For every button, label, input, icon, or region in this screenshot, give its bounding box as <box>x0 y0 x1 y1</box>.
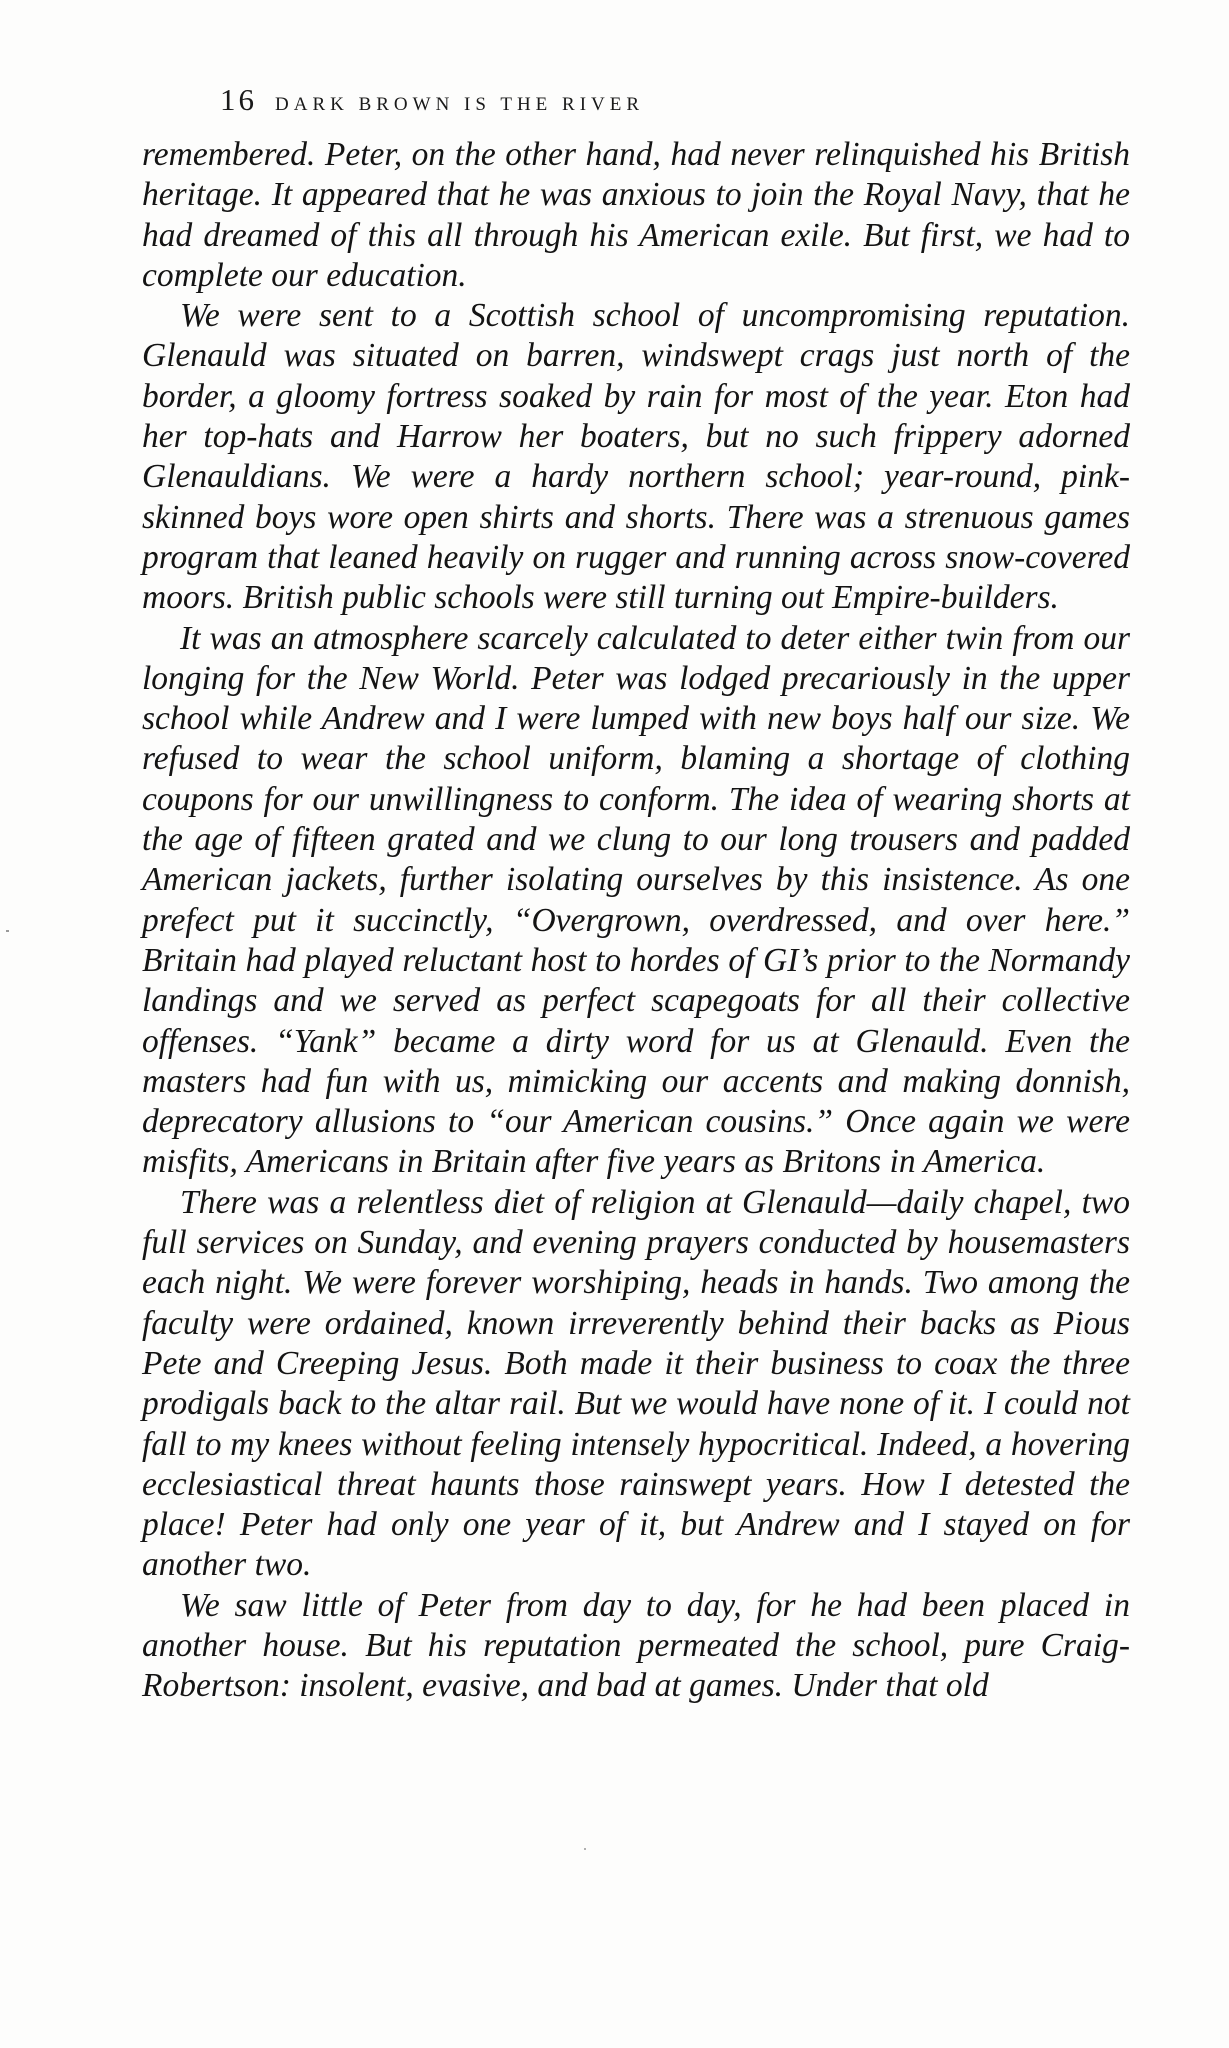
paragraph: There was a relentless diet of religion at Glenauld—daily chapel, two full services on Sunday, and evening prayers conducted by housemasters each night. We were forever worshiping, heads in hands. Two among the faculty were ordained, known irreverently behind their backs as Pious Pete and Creeping Jesus. Both made it their business to coax the three prodigals back to the altar rail. But we would have none of it. I could not fall to my knees without feeling intensely hypocritical. Indeed, a hovering ecclesiastical threat haunts those rainswept years. How I detested the place! Peter had only one year of it, but Andrew and I stayed on for another two. <box>142 1183 1130 1584</box>
paragraph: remembered. Peter, on the other hand, had never relinquished his British heritage. It appeared that he was anxious to join the Royal Navy, that he had dreamed of this all through his American exile. But first, we had to complete our education. <box>142 136 1130 294</box>
scan-speck <box>584 1848 586 1850</box>
paragraph: It was an atmosphere scarcely calculated to deter either twin from our longing for the New World. Peter was lodged precariously in the upper school while Andrew and I were lumped with new boys half our size. We refused to wear the school uniform, blaming a shortage of clothing coupons for our unwillingness to conform. The idea of wearing shorts at the age of fifteen grated and we clung to our long trousers and padded American jackets, further isolating ourselves by this insistence. As one prefect put it succinctly, “Overgrown, overdressed, and over here.” Britain had played reluctant host to hordes of GI’s prior to the Normandy landings and we served as perfect scapegoats for all their collective offenses. “Yank” became a dirty word for us at Glenauld. Even the masters had fun with us, mimicking our accents and making donnish, deprecatory allusions to “our American cousins.” Once again we were misfits, Americans in Britain after five years as Britons in America. <box>142 619 1130 1181</box>
running-head <box>220 82 644 118</box>
book-title: DARK BROWN IS THE RIVER <box>275 94 645 115</box>
body-text <box>142 135 1130 1707</box>
page-number: 16 <box>220 82 257 117</box>
scan-speck <box>6 930 9 932</box>
paragraph: We saw little of Peter from day to day, for he had been placed in another house. But his reputation permeated the school, pure Craig-Robertson: insolent, evasive, and bad at games. Under that old <box>142 1586 1130 1705</box>
paragraph: We were sent to a Scottish school of uncompromising reputation. Glenauld was situated on barren, windswept crags just north of the border, a gloomy fortress soaked by rain for most of the year. Eton had her top-hats and Harrow her boaters, but no such frippery adorned Glenauldians. We were a hardy northern school; year-round, pink-skinned boys wore open shirts and shorts. There was a strenuous games program that leaned heavily on rugger and running across snow-covered moors. British public schools were still turning out Empire-builders. <box>142 297 1130 617</box>
